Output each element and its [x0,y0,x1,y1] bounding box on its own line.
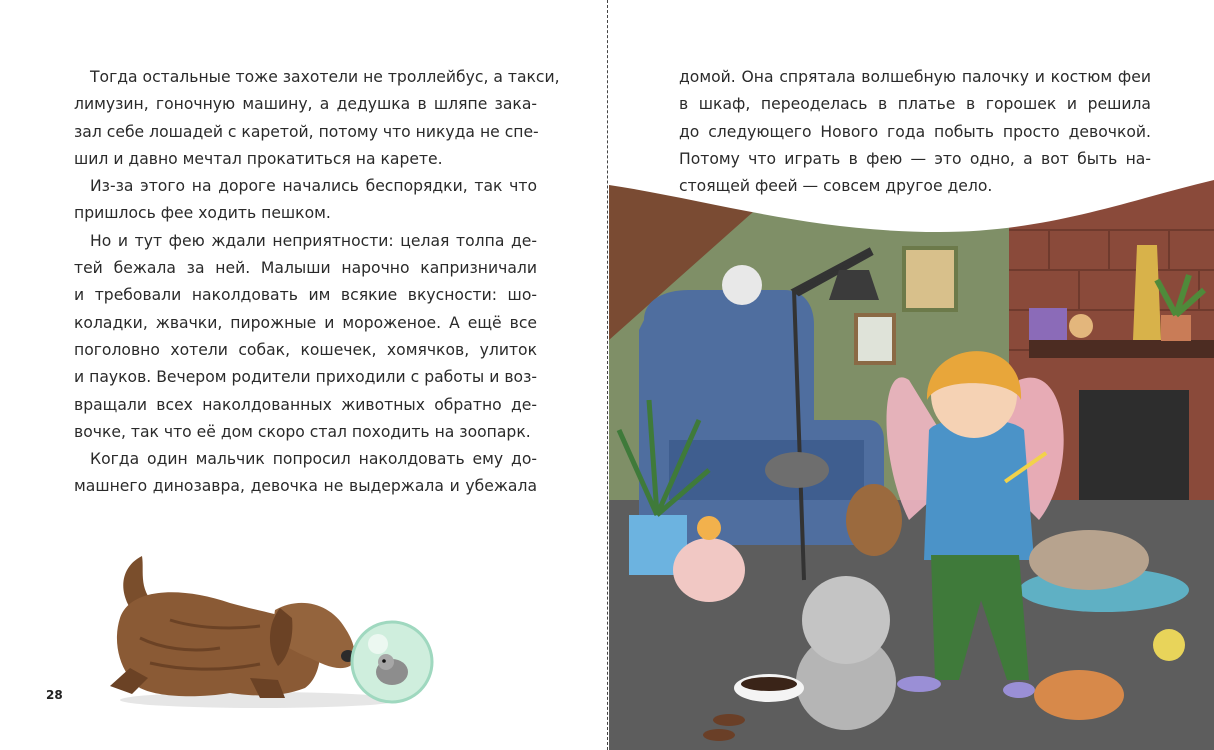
girl-sweater [924,419,1034,560]
grey-kitten-head [802,576,890,664]
text-line: вочке, так что её дом скоро стал походить на зоопарк. [74,422,531,441]
text-line: и пауков. Вечером родители приходили с работы и воз- [74,368,537,387]
text-line: Тогда остальные тоже захотели не троллейбус, а такси, [90,68,560,86]
yellow-vase [1133,245,1161,340]
text-line: Но и тут фею ждали неприятности: целая толпа де- [90,231,537,250]
hamster-ball-shine [368,634,388,654]
mantel-cat [1069,314,1093,338]
text-line: тей бежала за ней. Малыши нарочно капризничали [74,259,537,278]
page-fold-line [607,0,608,750]
text-line: поголовно хотели собак, кошечек, хомячков, улиток [74,340,537,359]
text-line: Когда один мальчик попросил наколдовать ему до- [90,450,537,469]
purple-box [1029,308,1067,340]
text-line: коладки, жвачки, пирожные и мороженое. А ещё все [74,313,537,332]
text-line: до следующего Нового года побыть просто девочкой. [679,122,1151,141]
girl-shoe-left [897,676,941,692]
white-cat [722,265,762,305]
orange-cat [1034,670,1124,720]
cookie [703,729,735,741]
fireplace-mantel [1029,340,1214,358]
sleeping-dog [1029,530,1149,590]
text-line: Из-за этого на дороге начались беспорядки, так что [90,177,537,196]
dog-hamster-illustration [100,548,440,718]
hedgehog-bow [697,516,721,540]
hamster-head [378,654,394,670]
pink-hedgehog [673,538,745,602]
page-number: 28 [46,688,63,702]
text-line: машнего динозавра, девочка не выдержала и убежала [74,477,537,496]
text-line: в шкаф, переоделась в платье в горошек и решила [679,95,1151,114]
coffee [741,677,797,691]
fireplace-opening [1079,390,1189,500]
left-page-text [74,64,560,501]
cookie [713,714,745,726]
text-line: вращали всех наколдованных животных обратно де- [74,395,537,414]
right-page-text [679,64,1151,200]
girl-shoe-right [1003,682,1035,698]
text-line: шил и давно мечтал прокатиться на карете. [74,149,443,168]
right-page [609,0,1214,750]
picture-frame-cat [904,248,956,310]
text-line: лимузин, гоночную машину, а дедушка в шляпе зака- [74,95,537,114]
text-line: пришлось фее ходить пешком. [74,204,331,223]
text-line: стоящей феей — совсем другое дело. [679,177,993,196]
picture-frame-plant [856,315,894,363]
small-dog [846,484,902,556]
tabby-cat-chair [765,452,829,488]
hamster-eye [382,659,386,663]
text-line: зал себе лошадей с каретой, потому что никуда не спе- [74,122,539,141]
yarn-ball [1153,629,1185,661]
text-line: и требовали наколдовать им всякие вкусности: шо- [74,286,537,305]
text-line: домой. Она спрятала волшебную палочку и костюм феи [679,68,1151,86]
text-line: Потому что играть в фею — это одно, а вот быть на- [679,149,1151,168]
plant-pot [1161,315,1191,341]
